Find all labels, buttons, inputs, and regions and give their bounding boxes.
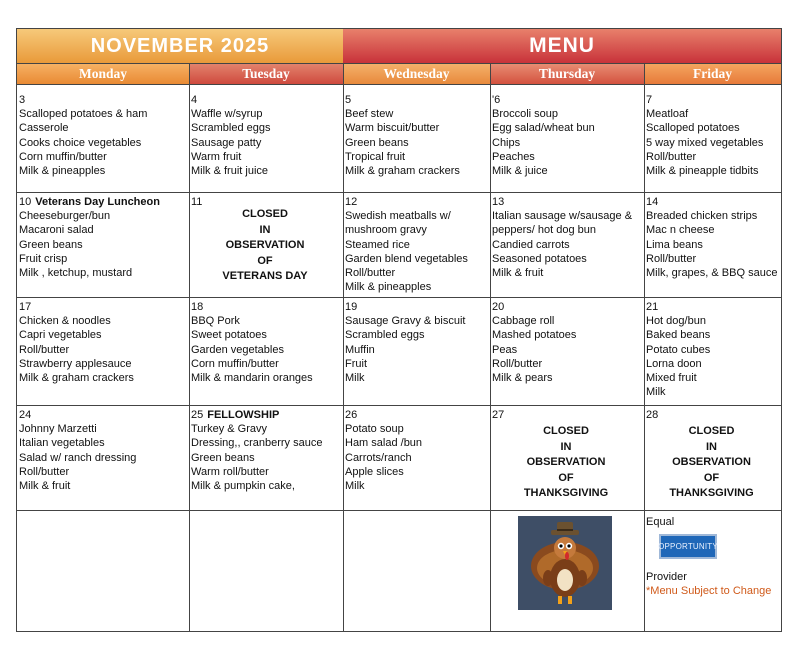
menu-item: Hot dog/bun (646, 315, 706, 328)
turkey-image (518, 516, 612, 610)
day-number: 26 (345, 409, 358, 421)
day-event-title: FELLOWSHIP (207, 409, 280, 421)
menu-item: Milk (646, 386, 666, 399)
menu-item: Roll/butter (19, 465, 70, 478)
day-cell (342, 405, 422, 493)
menu-item: Italian sausage w/sausage & (492, 210, 633, 223)
day-number: 24 (19, 409, 32, 421)
grid-divider (17, 510, 781, 511)
menu-item: Milk & graham crackers (345, 165, 460, 178)
day-number: 20 (492, 301, 505, 313)
menu-item: Scrambled eggs (345, 329, 425, 342)
day-number: 18 (191, 301, 204, 313)
day-cell (342, 90, 460, 178)
day-header-wednesday: Wednesday (343, 63, 490, 85)
menu-item: Lorna doon (646, 357, 702, 370)
menu-item: Milk & pumpkin cake, (191, 480, 295, 493)
day-cell (16, 405, 136, 493)
day-number: 19 (345, 301, 358, 313)
menu-item: Milk & mandarin oranges (191, 372, 313, 385)
menu-item: Green beans (19, 238, 83, 251)
menu-item: Chicken & noodles (19, 315, 111, 328)
menu-item: Milk (345, 480, 365, 493)
menu-item: Milk & pears (492, 372, 553, 385)
day-header-monday: Monday (17, 63, 189, 85)
day-cell (342, 192, 468, 294)
day-event-title: Veterans Day Luncheon (35, 196, 160, 208)
menu-item: Roll/butter (492, 357, 543, 370)
menu-item: Fruit (345, 357, 367, 370)
menu-item: Johnny Marzetti (19, 423, 97, 436)
menu-item: Green beans (345, 136, 409, 149)
day-number: 12 (345, 196, 358, 208)
menu-item: Scalloped potatoes & ham (19, 108, 148, 121)
day-header-thursday: Thursday (490, 63, 644, 85)
menu-item: Macaroni salad (19, 224, 94, 237)
menu-item: Milk & pineapples (345, 281, 432, 294)
day-number: 28 (646, 409, 659, 421)
closed-thanksgiving-friday: CLOSED IN OBSERVATION OF THANKSGIVING (669, 425, 754, 499)
footer-equal (643, 512, 674, 529)
month-title: NOVEMBER 2025 (17, 29, 344, 63)
menu-item: Ham salad /bun (345, 437, 423, 450)
menu-item: Broccoli soup (492, 108, 559, 121)
menu-item: Warm roll/butter (191, 465, 269, 478)
menu-item: Egg salad/wheat bun (492, 122, 595, 135)
menu-item: Warm fruit (191, 150, 242, 163)
menu-item: Garden blend vegetables (345, 252, 468, 265)
day-cell (489, 192, 632, 280)
day-cell (16, 192, 160, 280)
day-cell (643, 192, 777, 280)
menu-item: Corn muffin/butter (191, 357, 279, 370)
menu-item: Tropical fruit (345, 150, 406, 163)
menu-item: Milk (345, 372, 365, 385)
menu-item: Roll/butter (646, 252, 697, 265)
menu-item: Capri vegetables (19, 329, 102, 342)
menu-item: Scalloped potatoes (646, 122, 740, 135)
menu-item: Milk & pineapple tidbits (646, 165, 759, 178)
menu-item: Roll/butter (19, 343, 70, 356)
menu-change-note: *Menu Subject to Change (646, 585, 772, 598)
menu-item: Steamed rice (345, 238, 410, 251)
menu-item: Sausage Gravy & biscuit (345, 315, 466, 328)
menu-item: Fruit crisp (19, 252, 68, 265)
day-cell (188, 90, 271, 178)
day-cell (489, 297, 576, 385)
day-number: 10 Veterans Day Luncheon (19, 196, 160, 208)
menu-item: mushroom gravy (345, 224, 427, 237)
menu-item: Milk , ketchup, mustard (19, 267, 133, 280)
day-number: 11 (191, 196, 203, 208)
menu-item: Corn muffin/butter (19, 150, 107, 163)
day-number: 21 (646, 301, 659, 313)
provider-label: Provider (646, 571, 687, 583)
menu-item: Potato soup (345, 423, 404, 436)
closed-thanksgiving-thursday: CLOSED IN OBSERVATION OF THANKSGIVING (523, 425, 609, 499)
day-cell (643, 297, 710, 399)
menu-item: Sweet potatoes (191, 329, 267, 342)
opportunity-logo: OPPORTUNITY (659, 534, 717, 559)
menu-item: Apple slices (345, 465, 404, 478)
day-header-friday: Friday (644, 63, 781, 85)
menu-item: Scrambled eggs (191, 122, 271, 135)
menu-item: Waffle w/syrup (191, 108, 263, 121)
menu-item: Turkey & Gravy (191, 423, 267, 436)
menu-item: Garden vegetables (191, 343, 284, 356)
day-cell (489, 405, 504, 422)
menu-item: peppers/ hot dog bun (492, 224, 596, 237)
menu-item: Milk & fruit juice (191, 165, 269, 178)
equal-label: Equal (646, 516, 675, 528)
day-number: 5 (345, 94, 352, 106)
menu-item: Milk & fruit (492, 267, 544, 280)
menu-item: Strawberry applesauce (19, 357, 132, 370)
day-number: '6 (492, 94, 501, 106)
menu-item: Milk & fruit (19, 480, 71, 493)
menu-item: Mixed fruit (646, 372, 697, 385)
closed-veterans-day: CLOSED IN OBSERVATION OF VETERANS DAY (222, 208, 308, 282)
menu-item: Milk & juice (492, 165, 548, 178)
menu-item: Carrots/ranch (345, 451, 412, 464)
menu-item: Chips (492, 136, 521, 149)
menu-item: Roll/butter (345, 267, 396, 280)
menu-item: Potato cubes (646, 343, 711, 356)
menu-item: Breaded chicken strips (646, 210, 758, 223)
day-cell (188, 405, 322, 493)
day-cell (16, 90, 147, 178)
day-cell (342, 297, 465, 385)
day-number: 25 FELLOWSHIP (191, 409, 280, 421)
menu-item: Lima beans (646, 238, 703, 251)
menu-item: Cooks choice vegetables (19, 136, 142, 149)
menu-item: Cabbage roll (492, 315, 555, 328)
menu-item: Salad w/ ranch dressing (19, 451, 137, 464)
menu-item: Milk & graham crackers (19, 372, 134, 385)
day-cell (489, 90, 595, 178)
menu-item: Sausage patty (191, 136, 262, 149)
day-header-tuesday: Tuesday (189, 63, 343, 85)
menu-item: Mac n cheese (646, 224, 715, 237)
menu-item: Peas (492, 343, 518, 356)
menu-item: Warm biscuit/butter (345, 122, 440, 135)
day-number: 7 (646, 94, 653, 106)
menu-item: Cheeseburger/bun (19, 210, 111, 223)
menu-item: Peaches (492, 150, 535, 163)
day-cell (16, 297, 134, 385)
menu-item: Roll/butter (646, 150, 697, 163)
menu-item: BBQ Pork (191, 315, 240, 328)
menu-item: Mashed potatoes (492, 329, 577, 342)
menu-title: MENU (343, 29, 781, 63)
menu-item: Candied carrots (492, 238, 570, 251)
menu-item: Swedish meatballs w/ (345, 210, 451, 223)
menu-item: Green beans (191, 451, 255, 464)
menu-item: Muffin (345, 343, 375, 356)
day-number: 3 (19, 94, 26, 106)
day-cell (643, 405, 658, 422)
menu-item: Milk, grapes, & BBQ sauce (646, 267, 778, 280)
menu-item: 5 way mixed vegetables (646, 136, 764, 149)
day-number: 27 (492, 409, 505, 421)
day-cell (643, 90, 763, 178)
menu-item: Beef stew (345, 108, 394, 121)
menu-item: Casserole (19, 122, 69, 135)
day-number: 17 (19, 301, 32, 313)
day-number: 14 (646, 196, 659, 208)
menu-item: Seasoned potatoes (492, 252, 587, 265)
day-cell (188, 297, 313, 385)
menu-item: Italian vegetables (19, 437, 105, 450)
menu-item: Dressing,, cranberry sauce (191, 437, 323, 450)
menu-item: Baked beans (646, 329, 711, 342)
day-number: 13 (492, 196, 505, 208)
footer-provider (643, 567, 771, 598)
menu-item: Milk & pineapples (19, 165, 106, 178)
day-number: 4 (191, 94, 198, 106)
menu-item: Meatloaf (646, 108, 689, 121)
